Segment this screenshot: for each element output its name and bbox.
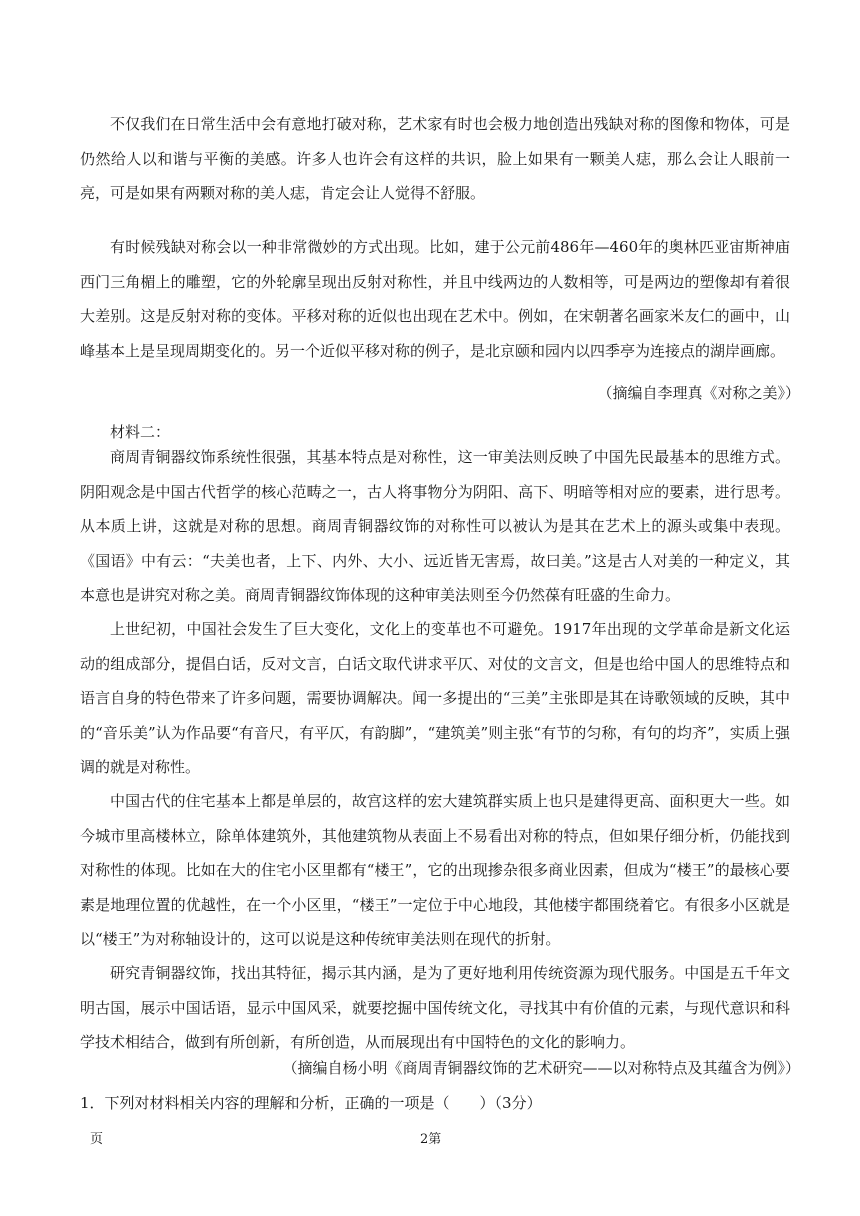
paragraph: 上世纪初，中国社会发生了巨大变化，文化上的变革也不可避免。1917年出现的文学革命是新文化运动的组成部分，提倡白话，反对文言，白话文取代讲求平仄、对仗的文言文，但是也给中国人的思维特点和语言自身的特色带来了许多问题，需要协调解决。闻一多提出的“三美”主张即是其在诗歌领域的反映，其中的“音乐美”认为作品要“有音尺，有平仄，有韵脚”，“建筑美”则主张“有节的匀称，有句的均齐”，实质上强调的就是对称性。 [80,620,790,776]
paragraph: 研究青铜器纹饰，找出其特征，揭示其内涵，是为了更好地利用传统资源为现代服务。中国是五千年文明古国，展示中国话语，显示中国风采，就要挖掘中国传统文化，寻找其中有价值的元素，与现代意识和科学技术相结合，做到有所创新，有所创造，从而展现出有中国特色的文化的影响力。 [80,964,790,1051]
paragraph: 有时候残缺对称会以一种非常微妙的方式出现。比如，建于公元前486年—460年的奥林匹亚宙斯神庙西门三角楣上的雕塑，它的外轮廓呈现出反射对称性，并且中线两边的人数相等，可是两边的塑像却有着很大差别。这是反射对称的变体。平移对称的近似也出现在艺术中。例如，在宋朝著名画家米友仁的画中，山峰基本上是呈现周期变化的。另一个近似平移对称的例子，是北京颐和园内以四季亭为连接点的湖岸画廊。 [80,238,790,360]
paragraph: 中国古代的住宅基本上都是单层的，故宫这样的宏大建筑群实质上也只是建得更高、面积更大一些。如今城市里高楼林立，除单体建筑外，其他建筑物从表面上不易看出对称的特点，但如果仔细分析，仍能找到对称性的体现。比如在大的住宅小区里都有“楼王”，它的出现掺杂很多商业因素，但成为“楼王”的最核心要素是地理位置的优越性，在一个小区里，“楼王”一定位于中心地段，其他楼宇都围绕着它。有很多小区就是以“楼王”为对称轴设计的，这可以说是这种传统审美法则在现代的折射。 [80,792,790,948]
paragraph: 商周青铜器纹饰系统性很强，其基本特点是对称性，这一审美法则反映了中国先民最基本的思维方式。阴阳观念是中国古代哲学的核心范畴之一，古人将事物分为阴阳、高下、明暗等相对应的要素，进行思考。从本质上讲，这就是对称的思想。商周青铜器纹饰的对称性可以被认为是其在艺术上的源头或集中表现。《国语》中有云：“夫美也者，上下、内外、大小、远近皆无害焉，故曰美。”这是古人对美的一种定义，其本意也是讲究对称之美。商周青铜器纹饰体现的这种审美法则至今仍然葆有旺盛的生命力。 [80,448,790,604]
source-citation: （摘编自杨小明《商周青铜器纹饰的艺术研究——以对称特点及其蕴含为例》） [282,1059,800,1077]
section-heading: 材料二： [110,423,171,441]
page-number: 2第 [420,1132,442,1147]
question-1: 1．下列对材料相关内容的理解和分析，正确的一项是（ ）（3分） [80,1094,542,1112]
paragraph: 不仅我们在日常生活中会有意地打破对称，艺术家有时也会极力地创造出残缺对称的图像和物体，可是仍然给人以和谐与平衡的美感。许多人也许会有这样的共识，脸上如果有一颗美人痣，那么会让人眼前一亮，可是如果有两颗对称的美人痣，肯定会让人觉得不舒服。 [80,115,790,202]
footer-left: 页 [90,1132,104,1147]
source-citation: （摘编自李理真《对称之美》） [597,384,800,402]
